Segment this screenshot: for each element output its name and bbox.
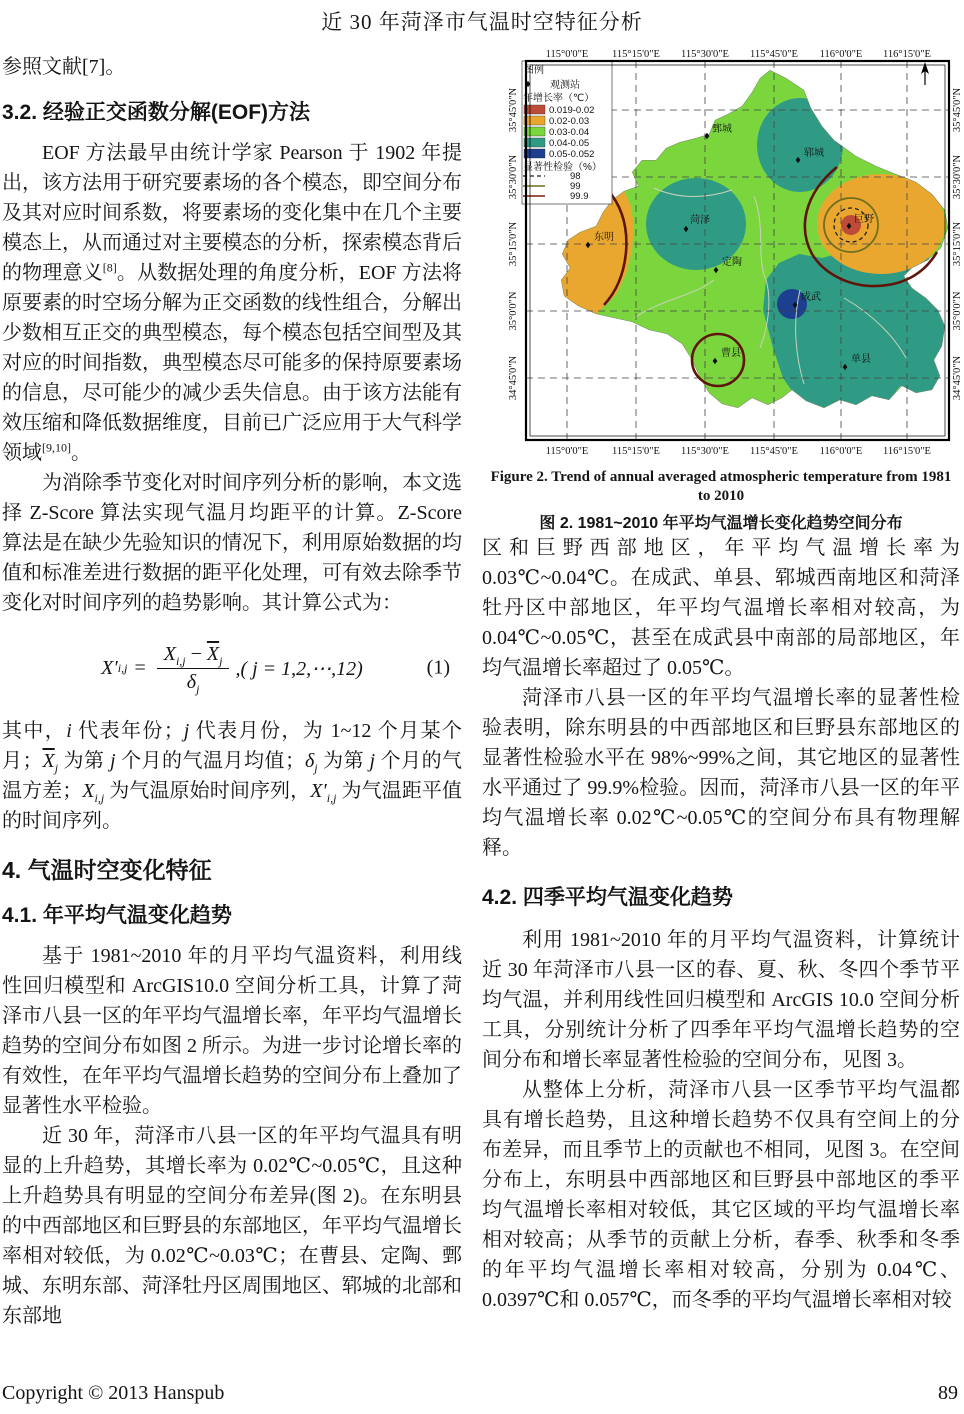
page-number: 89 — [938, 1382, 958, 1404]
city-label: 巨野 — [854, 214, 874, 225]
city-label: 成武 — [801, 292, 821, 303]
figure-caption-en: Figure 2. Trend of annual averaged atmospheric temperature from 1981 to 2010 — [490, 469, 952, 504]
figure-2 — [482, 48, 963, 533]
formula-equals: = — [134, 656, 146, 679]
map-legend — [522, 61, 612, 204]
var-text-9: 为气温距平值的时间序列。 — [2, 780, 463, 832]
formula-1: X′ i,j = $\frac{X_{i,j} - \overline{X}_j}{\delta_j}$ ,( j = 1,2,⋯,12) (1) — [101, 642, 450, 696]
city-label: 鄄城 — [712, 124, 732, 135]
var-text-7: 个月的气温方差； — [2, 750, 463, 802]
city-label: 单县 — [851, 354, 871, 365]
legend-rate-title: 年增长率（℃） — [523, 93, 595, 104]
annual-trend-paragraph-1: 基于 1981~2010 年的月平均气温资料，利用线性回归模型和 ArcGIS10.0 空间分析工具，计算了菏泽市八县一区的年平均气温增长率，年平均气温增长趋势的空间分布如图 2 所示。为进一步讨论增长率的有效性，在年平均气温增长趋势的空间分布上叠加了显著性水平检验。 — [2, 945, 462, 1117]
var-j3: j — [369, 750, 376, 772]
formula-denominator — [187, 669, 200, 694]
formula-fraction — [157, 643, 230, 694]
legend-station-label: 观测站 — [550, 80, 580, 91]
right-column — [482, 48, 963, 1315]
var-text-4: 为第 — [58, 750, 111, 772]
formula-number: (1) — [426, 656, 450, 679]
legend-swatch-5-label: 0.05-0.052 — [549, 149, 595, 160]
y-axis-left-labels — [508, 87, 519, 400]
x-tick-label: 115°45'0"E — [750, 446, 798, 457]
y-tick-label: 35°0'0"N — [508, 291, 519, 331]
intro-line: 参照文献[7]。 — [2, 56, 126, 78]
y-tick-label: 35°0'0"N — [952, 291, 963, 331]
x-tick-label: 115°15'0"E — [612, 446, 660, 457]
x-tick-label: 115°45'0"E — [750, 49, 798, 60]
formula-minus: − — [190, 642, 202, 665]
section-3-2-heading: 3.2. 经验正交函数分解(EOF)方法 — [2, 101, 311, 124]
y-tick-label: 35°30'0"N — [952, 154, 963, 200]
x-tick-label: 115°30'0"E — [681, 446, 729, 457]
legend-swatch-2 — [524, 116, 545, 125]
ref-9-10: [9,10] — [42, 440, 71, 455]
var-xbar: $\overline{X}$ — [42, 750, 55, 772]
x-tick-label: 115°0'0"E — [545, 49, 589, 60]
eof-paragraph-text-1: EOF 方法最早由统计学家 Pearson 于 1902 年提出，该方法用于研究要素场的各个模态，即空间分布及其对应时间系数，将要素场的变化集中在几个主要模态上，从而通过对主要模态的分析，探索模态背后的物理意义 — [2, 142, 462, 284]
legend-swatch-4 — [524, 138, 545, 147]
city-label: 曹县 — [721, 348, 741, 359]
legend-sig-98-label: 98 — [570, 171, 581, 182]
significance-paragraph: 菏泽市八县一区的年平均气温增长率的显著性检验表明，除东明县的中西部地区和巨野县东部地区的显著性检验水平在 98%~99%之间，其它地区的显著性水平通过了 99.9%检验。因而，菏泽市八县一区的年平均气温增长率 0.02℃~0.05℃的空间分布具有物理解释。 — [482, 687, 960, 859]
formula-numerator — [157, 643, 230, 669]
legend-swatch-5 — [524, 149, 545, 158]
copyright-text: Copyright © 2013 Hanspub — [2, 1382, 225, 1404]
y-tick-label: 35°30'0"N — [508, 154, 519, 200]
city-label: 东明 — [594, 232, 614, 243]
x-tick-label: 116°15'0"E — [883, 446, 931, 457]
figure-caption-zh: 图 2. 1981~2010 年平均气温增长变化趋势空间分布 — [539, 515, 903, 532]
x-tick-label: 115°15'0"E — [612, 49, 660, 60]
figure-caption — [482, 468, 960, 533]
formula-den-sub: j — [196, 681, 200, 696]
var-text-3: 代表月份，为 1~12 个月某个月； — [2, 720, 463, 772]
var-text-6: 为第 — [317, 750, 370, 772]
var-i: i — [66, 720, 72, 742]
legend-sig-99-label: 99 — [570, 181, 581, 192]
annual-trend-paragraph-2: 近 30 年，菏泽市八县一区的年平均气温具有明显的上升趋势，其增长率为 0.02℃~0.05℃，且这种上升趋势具有明显的空间分布差异(图 2)。在东明县的中西部地区和巨野县的东部地区，年平均气温增长率相对较低，为 0.02℃~0.03℃；在曹县、定陶、鄄城、东明东部、菏泽牡丹区周围地区、郓城的北部和东部地 — [2, 1125, 462, 1327]
eof-paragraph-text-3: 。 — [71, 442, 91, 464]
formula-condition: ,( j = 1,2,⋯,12) — [235, 657, 363, 680]
var-text-5: 个月的气温月均值； — [115, 750, 305, 772]
seasonal-paragraph-1: 利用 1981~2010 年的月平均气温资料，计算统计近 30 年菏泽市八县一区的春、夏、秋、冬四个季节平均气温，并利用线性回归模型和 ArcGIS 10.0 空间分析工具，分别统计分析了四季年平均气温增长趋势的空间分布和增长率显著性检验的空间分布，见图 3。 — [482, 929, 960, 1071]
var-xbar-sub: j — [54, 761, 59, 775]
legend-swatch-1-label: 0.019-0.02 — [549, 105, 595, 116]
temperature-trend-map — [504, 48, 963, 460]
var-xprime: X′ — [310, 780, 327, 802]
var-j2: j — [110, 750, 116, 772]
section-4-1-heading: 4.1. 年平均气温变化趋势 — [2, 904, 232, 927]
var-text-1: 其中， — [2, 720, 67, 742]
city-label: 菏泽 — [690, 215, 710, 226]
ref-8: [8] — [102, 260, 117, 275]
formula-num-base: X — [163, 642, 176, 665]
legend-swatch-3-label: 0.03-0.04 — [549, 127, 590, 138]
var-x-sub: i,j — [94, 791, 105, 805]
y-tick-label: 34°45'0"N — [508, 355, 519, 401]
x-tick-label: 116°0'0"E — [819, 49, 863, 60]
eof-paragraph — [2, 138, 462, 468]
left-column — [2, 52, 462, 1331]
section-4-2-heading: 4.2. 四季平均气温变化趋势 — [482, 886, 733, 909]
legend-sig-title: 显著性检验（%） — [523, 162, 602, 173]
city-label: 郓城 — [804, 148, 824, 159]
formula-lhs: X′ — [101, 656, 118, 679]
y-tick-label: 35°15'0"N — [508, 221, 519, 267]
var-x: X — [82, 780, 95, 802]
formula-num-sub: i,j — [175, 653, 186, 668]
legend-swatch-4-label: 0.04-0.05 — [549, 138, 590, 149]
legend-swatch-3 — [524, 127, 545, 136]
trend-continuation-paragraph: 区和巨野西部地区，年平均气温增长率为 0.03℃~0.04℃。在成武、单县、郓城西南地区和菏泽牡丹区中部地区，年平均气温增长率相对较高，为 0.04℃~0.05℃，甚至在成武县中南部的局部地区，年均气温增长率超过了 0.05℃。 — [482, 537, 960, 679]
var-delta-sub: j — [314, 761, 318, 775]
formula-bar-sub: j — [219, 653, 223, 668]
zscore-paragraph: 为消除季节变化对时间序列分析的影响，本文选择 Z-Score 算法实现气温月均距平的计算。Z-Score 算法是在缺少先验知识的情况下，利用原始数据的均值和标准差进行数据的距平化处理，可有效去除季节变化对时间序列的趋势影响。其计算公式为： — [2, 472, 462, 614]
x-tick-label: 115°30'0"E — [681, 49, 729, 60]
city-label: 定陶 — [722, 257, 742, 268]
y-tick-label: 35°15'0"N — [952, 221, 963, 267]
section-4-heading: 4. 气温时空变化特征 — [2, 857, 212, 883]
formula-bar-base: $\overline{X}$ — [206, 642, 220, 665]
x-axis-top-labels — [546, 49, 931, 60]
var-j: j — [183, 720, 190, 742]
y-tick-label: 35°45'0"N — [952, 87, 963, 133]
var-text-8: 为气温原始时间序列， — [104, 780, 311, 802]
variables-paragraph — [2, 716, 462, 836]
legend-swatch-1 — [524, 105, 545, 114]
x-axis-bottom-labels — [546, 446, 931, 457]
x-tick-label: 116°15'0"E — [883, 49, 931, 60]
formula-den-base: δ — [186, 670, 197, 693]
eof-paragraph-text-2: 。从数据处理的角度分析，EOF 方法将原要素的时空场分解为正交函数的线性组合，分解出少数相互正交的典型模态，每个模态包括空间型及其对应的时间指数，典型模态尽可能多的保持原要素场的信息，尽可能少的减少丢失信息。由于该方法能有效压缩和降低数据维度，目前已广泛应用于大气科学领域 — [2, 262, 462, 464]
var-delta: δ — [304, 750, 315, 772]
page-title: 近 30 年菏泽市气温时空特征分析 — [321, 10, 643, 34]
x-tick-label: 116°0'0"E — [819, 446, 863, 457]
legend-sig-999-label: 99.9 — [570, 191, 589, 202]
y-tick-label: 35°45'0"N — [508, 87, 519, 133]
y-axis-right-labels — [952, 87, 963, 400]
seasonal-paragraph-2: 从整体上分析，菏泽市八县一区季节平均气温都具有增长趋势，且这种增长趋势不仅具有空间上的分布差异，而且季节上的贡献也不相同，见图 3。在空间分布上，东明县中西部地区和巨野县中部地区的季平均气温增长率相对较低，其它区域的平均气温增长率相对较高；从季节的贡献上分析，春季、秋季和冬季的年平均气温增长率相对较高，分别为 0.04℃、0.0397℃和 0.057℃，而冬季的平均气温增长率相对较 — [482, 1079, 960, 1311]
var-text-2: 代表年份； — [71, 720, 184, 742]
legend-title: 图例 — [524, 65, 544, 76]
y-tick-label: 34°45'0"N — [952, 355, 963, 401]
x-tick-label: 115°0'0"E — [545, 446, 589, 457]
legend-swatch-2-label: 0.02-0.03 — [549, 116, 590, 127]
var-xprime-sub: i,j — [326, 791, 337, 805]
